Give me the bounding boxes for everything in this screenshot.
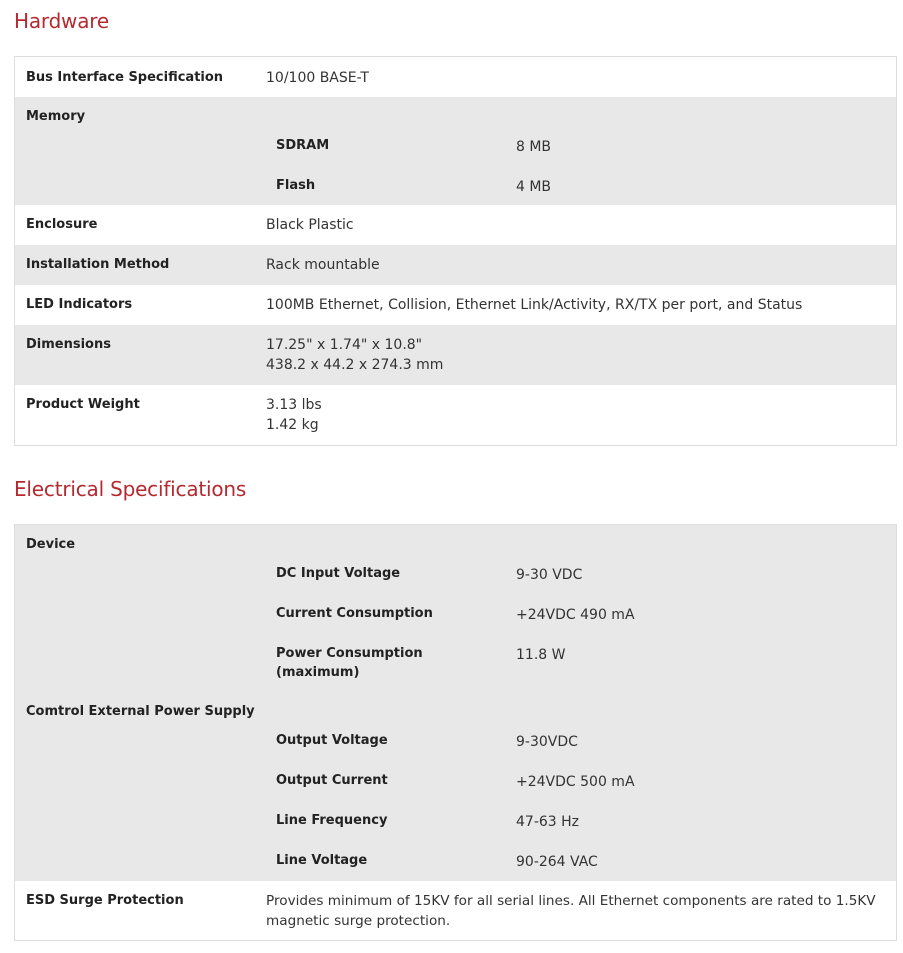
spec-row-memory (15, 97, 896, 205)
spec-label: Dimensions (26, 337, 111, 352)
hardware-spec-table (14, 56, 897, 446)
sub-spec-label: Output Voltage (276, 733, 388, 748)
hardware-section-title: Hardware (14, 9, 109, 33)
spec-value: Black Plastic (266, 217, 354, 233)
sub-spec-value: 11.8 W (516, 647, 566, 663)
sub-spec-value: 4 MB (516, 179, 552, 195)
spec-label: Installation Method (26, 257, 170, 272)
spec-row-device-power (15, 525, 896, 881)
spec-value-line2: magnetic surge protection. (266, 913, 451, 929)
spec-value: Rack mountable (266, 257, 380, 273)
sub-spec-label-line2: (maximum) (276, 665, 360, 680)
sub-spec-label: Current Consumption (276, 606, 433, 621)
spec-label: LED Indicators (26, 297, 133, 312)
sub-spec-label: Flash (276, 178, 316, 193)
sub-spec-label: Line Frequency (276, 813, 388, 828)
electrical-spec-table (14, 524, 897, 941)
sub-spec-label: Line Voltage (276, 853, 368, 868)
spec-row-installation (15, 245, 896, 285)
spec-value: 100MB Ethernet, Collision, Ethernet Link/Activity, RX/TX per port, and Status (266, 297, 803, 313)
sub-spec-value: 9-30 VDC (516, 567, 583, 583)
spec-label: ESD Surge Protection (26, 893, 184, 908)
spec-label: Product Weight (26, 397, 140, 412)
spec-label: Bus Interface Specification (26, 70, 224, 85)
spec-row-bus-interface (15, 57, 896, 97)
spec-row-esd-surge (15, 881, 896, 940)
spec-label: Memory (26, 109, 86, 124)
sub-spec-value: 8 MB (516, 139, 552, 155)
sub-spec-label: Power Consumption (276, 646, 423, 661)
spec-value-kg: 1.42 kg (266, 417, 319, 433)
sub-spec-value: 47-63 Hz (516, 814, 580, 830)
sub-spec-value: 9-30VDC (516, 734, 578, 750)
spec-value: 10/100 BASE-T (266, 70, 369, 86)
spec-label: Device (26, 537, 76, 552)
electrical-section-title: Electrical Specifications (14, 477, 247, 501)
spec-row-enclosure (15, 205, 896, 245)
spec-value-inches: 17.25" x 1.74" x 10.8" (266, 337, 423, 353)
spec-row-led-indicators (15, 285, 896, 325)
spec-label: Enclosure (26, 217, 98, 232)
sub-spec-value: +24VDC 490 mA (516, 607, 635, 623)
spec-row-product-weight (15, 385, 896, 445)
spec-row-dimensions (15, 325, 896, 385)
sub-spec-label: DC Input Voltage (276, 566, 401, 581)
spec-label: Comtrol External Power Supply (26, 704, 255, 719)
spec-value-mm: 438.2 x 44.2 x 274.3 mm (266, 357, 444, 373)
spec-value-lbs: 3.13 lbs (266, 397, 322, 413)
spec-value-line1: Provides minimum of 15KV for all serial lines. All Ethernet components are rated to 1.5KV (266, 893, 876, 909)
sub-spec-label: SDRAM (276, 138, 330, 153)
sub-spec-label: Output Current (276, 773, 388, 788)
sub-spec-value: 90-264 VAC (516, 854, 598, 870)
sub-spec-value: +24VDC 500 mA (516, 774, 635, 790)
